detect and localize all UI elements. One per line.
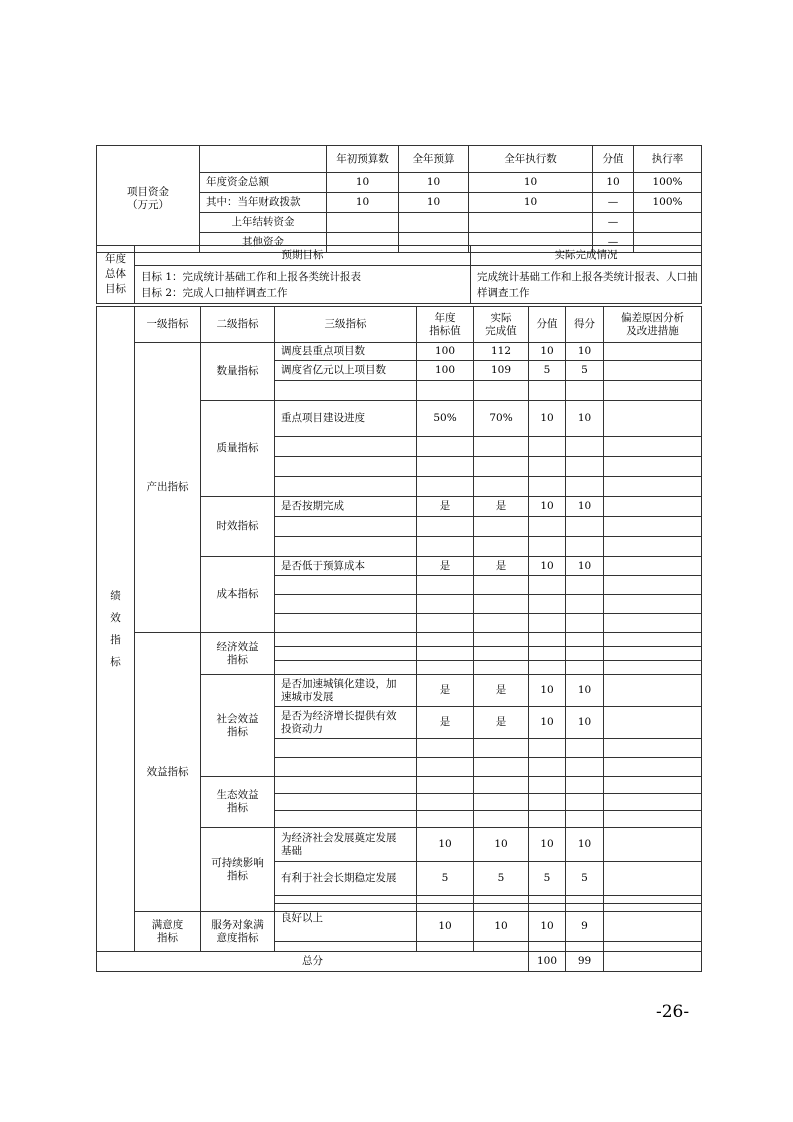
score: 5 bbox=[566, 361, 604, 381]
score: 10 bbox=[566, 675, 604, 707]
score-value: 10 bbox=[529, 912, 566, 942]
indicator-name: 是否按期完成 bbox=[275, 497, 417, 517]
analysis-cell bbox=[604, 862, 702, 896]
empty-cell bbox=[529, 758, 566, 777]
empty-cell bbox=[474, 942, 529, 952]
header-line: 指标值 bbox=[429, 324, 461, 337]
empty-cell bbox=[275, 595, 417, 614]
empty-cell bbox=[275, 381, 417, 401]
indicator-row bbox=[97, 343, 702, 361]
empty-row bbox=[97, 633, 702, 647]
funds-row-label: 年度资金总额 bbox=[200, 173, 327, 193]
indicator-name bbox=[275, 707, 417, 739]
empty-cell bbox=[275, 942, 417, 952]
indicator-name: 有利于社会长期稳定发展 bbox=[275, 862, 417, 896]
header-line: 及改进措施 bbox=[626, 324, 679, 337]
empty-cell bbox=[474, 739, 529, 758]
empty-cell bbox=[275, 661, 417, 675]
empty-cell bbox=[566, 576, 604, 595]
target-value: 100 bbox=[417, 361, 474, 381]
funds-cell: 10 bbox=[399, 193, 469, 213]
funds-cell bbox=[327, 213, 399, 233]
score: 10 bbox=[566, 707, 604, 739]
empty-cell bbox=[529, 477, 566, 497]
empty-cell bbox=[417, 661, 474, 675]
empty-cell bbox=[474, 437, 529, 457]
project-funds-table bbox=[96, 145, 702, 253]
actual-value: 是 bbox=[474, 707, 529, 739]
empty-cell bbox=[474, 896, 529, 904]
header-score-value: 分值 bbox=[529, 307, 566, 343]
empty-cell bbox=[566, 614, 604, 633]
goals-row-label-line: 目标 bbox=[105, 283, 126, 295]
funds-cell: — bbox=[593, 193, 634, 213]
empty-cell bbox=[529, 794, 566, 811]
indicator-name bbox=[275, 828, 417, 862]
expected-goals-cell bbox=[135, 266, 471, 304]
empty-cell bbox=[604, 633, 702, 647]
empty-cell bbox=[566, 904, 604, 912]
empty-cell bbox=[604, 942, 702, 952]
side-char: 指 bbox=[110, 634, 121, 646]
empty-cell bbox=[566, 811, 604, 828]
empty-cell bbox=[566, 942, 604, 952]
funds-cell: 10 bbox=[469, 173, 593, 193]
empty-cell bbox=[275, 537, 417, 557]
analysis-cell bbox=[604, 675, 702, 707]
empty-cell bbox=[275, 794, 417, 811]
empty-cell bbox=[604, 904, 702, 912]
actual-value: 112 bbox=[474, 343, 529, 361]
empty-cell bbox=[275, 457, 417, 477]
goals-header-row bbox=[97, 246, 702, 266]
empty-cell bbox=[474, 794, 529, 811]
empty-cell bbox=[529, 537, 566, 557]
goal-item: 目标 1：完成统计基础工作和上报各类统计报表 bbox=[141, 270, 362, 283]
empty-cell bbox=[275, 777, 417, 794]
funds-header: 分值 bbox=[593, 146, 634, 173]
score-value: 5 bbox=[529, 361, 566, 381]
label-line: 指标 bbox=[227, 869, 248, 882]
funds-title: 项目资金 bbox=[127, 186, 169, 198]
empty-cell bbox=[474, 614, 529, 633]
empty-cell bbox=[566, 758, 604, 777]
ecological-benefit-label bbox=[201, 777, 275, 828]
score: 9 bbox=[566, 912, 604, 942]
label-line: 意度指标 bbox=[216, 931, 259, 944]
target-value: 10 bbox=[417, 912, 474, 942]
actual-value: 是 bbox=[474, 557, 529, 576]
funds-header-row bbox=[97, 146, 702, 173]
target-value: 100 bbox=[417, 343, 474, 361]
empty-cell bbox=[417, 777, 474, 794]
empty-cell bbox=[417, 904, 474, 912]
score-value: 10 bbox=[529, 401, 566, 437]
analysis-cell bbox=[604, 401, 702, 437]
empty-cell bbox=[275, 811, 417, 828]
funds-cell: 100% bbox=[634, 193, 702, 213]
empty-cell bbox=[604, 517, 702, 537]
empty-cell bbox=[566, 437, 604, 457]
actual-value: 是 bbox=[474, 497, 529, 517]
funds-cell bbox=[399, 213, 469, 233]
empty-cell bbox=[275, 739, 417, 758]
empty-cell bbox=[474, 576, 529, 595]
sustainable-impact-label bbox=[201, 828, 275, 912]
header-analysis bbox=[604, 307, 702, 343]
empty-cell bbox=[604, 811, 702, 828]
empty-cell bbox=[474, 647, 529, 661]
funds-row-label: 其中：当年财政拨款 bbox=[200, 193, 327, 213]
target-value: 5 bbox=[417, 862, 474, 896]
header-line: 实际 bbox=[490, 311, 512, 324]
empty-cell bbox=[417, 576, 474, 595]
total-score-value: 100 bbox=[529, 952, 566, 972]
empty-cell bbox=[566, 896, 604, 904]
empty-cell bbox=[275, 904, 417, 912]
empty-cell bbox=[417, 457, 474, 477]
empty-cell bbox=[566, 739, 604, 758]
empty-cell bbox=[474, 595, 529, 614]
funds-cell: 10 bbox=[327, 193, 399, 213]
empty-cell bbox=[275, 647, 417, 661]
side-char: 效 bbox=[110, 612, 121, 624]
expected-goal-header: 预期目标 bbox=[135, 246, 471, 266]
empty-cell bbox=[529, 614, 566, 633]
target-value: 50% bbox=[417, 401, 474, 437]
empty-cell bbox=[604, 614, 702, 633]
actual-value: 是 bbox=[474, 675, 529, 707]
output-indicator-label: 产出指标 bbox=[135, 343, 201, 633]
funds-cell: 10 bbox=[593, 173, 634, 193]
funds-header: 全年执行数 bbox=[469, 146, 593, 173]
header-target bbox=[417, 307, 474, 343]
empty-cell bbox=[604, 777, 702, 794]
empty-cell bbox=[417, 896, 474, 904]
empty-cell bbox=[529, 595, 566, 614]
analysis-cell bbox=[604, 361, 702, 381]
empty-cell bbox=[604, 477, 702, 497]
empty-cell bbox=[417, 595, 474, 614]
indicator-name: 良好以上 bbox=[275, 912, 417, 942]
empty-cell bbox=[566, 537, 604, 557]
goals-row-label-line: 总体 bbox=[105, 268, 126, 280]
empty-cell bbox=[474, 537, 529, 557]
empty-cell bbox=[417, 647, 474, 661]
analysis-cell bbox=[604, 828, 702, 862]
empty-cell bbox=[474, 381, 529, 401]
goals-row-label-line: 年度 bbox=[105, 253, 126, 265]
target-value: 是 bbox=[417, 557, 474, 576]
header-line: 年度 bbox=[434, 311, 456, 324]
perf-header-row bbox=[97, 307, 702, 343]
empty-cell bbox=[566, 661, 604, 675]
empty-cell bbox=[604, 758, 702, 777]
perf-side-label bbox=[97, 307, 135, 952]
empty-cell bbox=[417, 942, 474, 952]
side-char: 绩 bbox=[110, 590, 121, 602]
service-satisfaction-label bbox=[201, 912, 275, 952]
empty-cell bbox=[566, 381, 604, 401]
empty-cell bbox=[417, 794, 474, 811]
empty-cell bbox=[474, 517, 529, 537]
social-benefit-label bbox=[201, 675, 275, 777]
empty-cell bbox=[529, 517, 566, 537]
target-value: 10 bbox=[417, 828, 474, 862]
funds-title-cell bbox=[97, 146, 200, 253]
label-line: 服务对象满 bbox=[211, 918, 264, 931]
empty-cell bbox=[275, 614, 417, 633]
overall-goals-table bbox=[96, 245, 702, 304]
empty-cell bbox=[275, 633, 417, 647]
analysis-cell bbox=[604, 497, 702, 517]
score-value: 5 bbox=[529, 862, 566, 896]
benefit-indicator-label: 效益指标 bbox=[135, 633, 201, 912]
empty-cell bbox=[474, 457, 529, 477]
empty-cell bbox=[604, 595, 702, 614]
analysis-cell bbox=[604, 557, 702, 576]
empty-cell bbox=[604, 537, 702, 557]
funds-cell: 10 bbox=[327, 173, 399, 193]
funds-cell bbox=[469, 213, 593, 233]
indicator-name: 调度县重点项目数 bbox=[275, 343, 417, 361]
funds-row-label: 其他资金 bbox=[200, 233, 327, 253]
score-value: 10 bbox=[529, 343, 566, 361]
score: 10 bbox=[566, 497, 604, 517]
cost-indicator-label: 成本指标 bbox=[201, 557, 275, 633]
indicator-name: 是否低于预算成本 bbox=[275, 557, 417, 576]
page-number: -26- bbox=[656, 1002, 690, 1022]
empty-cell bbox=[566, 777, 604, 794]
score: 10 bbox=[566, 343, 604, 361]
empty-cell bbox=[529, 633, 566, 647]
empty-cell bbox=[529, 661, 566, 675]
indicator-line: 基础 bbox=[281, 844, 302, 857]
indicator-line: 为经济社会发展奠定发展 bbox=[281, 831, 397, 844]
score: 5 bbox=[566, 862, 604, 896]
empty-cell bbox=[474, 777, 529, 794]
empty-cell bbox=[417, 614, 474, 633]
empty-cell bbox=[566, 517, 604, 537]
empty-cell bbox=[529, 381, 566, 401]
score: 10 bbox=[566, 557, 604, 576]
actual-completion-text: 完成统计基础工作和上报各类统计报表、人口抽样调查工作 bbox=[471, 266, 702, 304]
indicator-name: 重点项目建设进度 bbox=[275, 401, 417, 437]
actual-value: 10 bbox=[474, 828, 529, 862]
empty-cell bbox=[275, 758, 417, 777]
empty-cell bbox=[275, 896, 417, 904]
empty-cell bbox=[529, 457, 566, 477]
empty-cell bbox=[529, 437, 566, 457]
funds-cell: 100% bbox=[634, 173, 702, 193]
score-value: 10 bbox=[529, 707, 566, 739]
header-line: 完成值 bbox=[485, 324, 517, 337]
empty-cell bbox=[604, 661, 702, 675]
label-line: 社会效益 bbox=[216, 712, 259, 725]
empty-cell bbox=[566, 457, 604, 477]
empty-cell bbox=[604, 457, 702, 477]
header-score: 得分 bbox=[566, 307, 604, 343]
indicator-name bbox=[275, 675, 417, 707]
indicator-name: 调度省亿元以上项目数 bbox=[275, 361, 417, 381]
empty-cell bbox=[417, 437, 474, 457]
label-line: 指标 bbox=[227, 653, 248, 666]
label-line: 可持续影响 bbox=[211, 856, 264, 869]
empty-cell bbox=[604, 794, 702, 811]
empty-cell bbox=[275, 576, 417, 595]
empty-cell bbox=[474, 477, 529, 497]
empty-cell bbox=[417, 633, 474, 647]
funds-row-label: 上年结转资金 bbox=[200, 213, 327, 233]
empty-cell bbox=[566, 595, 604, 614]
empty-cell bbox=[417, 811, 474, 828]
label-line: 指标 bbox=[227, 725, 248, 738]
funds-cell bbox=[634, 213, 702, 233]
empty-cell bbox=[604, 896, 702, 904]
empty-cell bbox=[474, 758, 529, 777]
quality-indicator-label: 质量指标 bbox=[201, 401, 275, 497]
empty-cell bbox=[529, 647, 566, 661]
empty-cell bbox=[275, 477, 417, 497]
label-line: 满意度 bbox=[151, 918, 184, 931]
label-line: 指标 bbox=[157, 931, 178, 944]
empty-cell bbox=[275, 517, 417, 537]
label-line: 经济效益 bbox=[216, 640, 259, 653]
empty-cell bbox=[417, 477, 474, 497]
indicator-line: 是否为经济增长提供有效 bbox=[281, 709, 397, 722]
empty-cell bbox=[417, 381, 474, 401]
score-value: 10 bbox=[529, 497, 566, 517]
target-value: 是 bbox=[417, 675, 474, 707]
actual-completion-header: 实际完成情况 bbox=[471, 246, 702, 266]
funds-cell: 10 bbox=[399, 173, 469, 193]
goals-content-row bbox=[97, 266, 702, 304]
header-actual bbox=[474, 307, 529, 343]
side-char: 标 bbox=[110, 656, 121, 668]
empty-cell bbox=[566, 633, 604, 647]
target-value: 是 bbox=[417, 707, 474, 739]
empty-cell bbox=[417, 537, 474, 557]
empty-cell bbox=[417, 739, 474, 758]
indicator-line: 投资动力 bbox=[281, 722, 323, 735]
empty-cell bbox=[529, 739, 566, 758]
funds-unit: （万元） bbox=[127, 199, 169, 211]
actual-value: 5 bbox=[474, 862, 529, 896]
empty-cell bbox=[604, 437, 702, 457]
quantity-indicator-label: 数量指标 bbox=[201, 343, 275, 401]
target-value: 是 bbox=[417, 497, 474, 517]
actual-value: 10 bbox=[474, 912, 529, 942]
total-label: 总分 bbox=[97, 952, 529, 972]
empty-cell bbox=[474, 904, 529, 912]
score-value: 10 bbox=[529, 675, 566, 707]
actual-value: 109 bbox=[474, 361, 529, 381]
analysis-cell bbox=[604, 952, 702, 972]
total-score: 99 bbox=[566, 952, 604, 972]
header-level2: 二级指标 bbox=[201, 307, 275, 343]
empty-cell bbox=[474, 661, 529, 675]
empty-cell bbox=[529, 576, 566, 595]
funds-cell: 10 bbox=[469, 193, 593, 213]
label-line: 生态效益 bbox=[216, 789, 259, 801]
funds-cell: — bbox=[593, 233, 634, 253]
empty-cell bbox=[604, 647, 702, 661]
empty-cell bbox=[604, 381, 702, 401]
empty-cell bbox=[474, 633, 529, 647]
goals-row-label bbox=[97, 246, 135, 304]
empty-cell bbox=[529, 896, 566, 904]
goal-item: 目标 2：完成人口抽样调查工作 bbox=[141, 286, 288, 299]
score-value: 10 bbox=[529, 557, 566, 576]
empty-cell bbox=[566, 647, 604, 661]
empty-cell bbox=[604, 739, 702, 758]
indicator-row bbox=[97, 912, 702, 942]
analysis-cell bbox=[604, 912, 702, 942]
score: 10 bbox=[566, 828, 604, 862]
empty-cell bbox=[474, 811, 529, 828]
empty-cell bbox=[604, 576, 702, 595]
score-value: 10 bbox=[529, 828, 566, 862]
funds-header: 执行率 bbox=[634, 146, 702, 173]
performance-indicators-table bbox=[96, 306, 702, 972]
empty-cell bbox=[275, 437, 417, 457]
actual-value: 70% bbox=[474, 401, 529, 437]
analysis-cell bbox=[604, 707, 702, 739]
empty-cell bbox=[566, 477, 604, 497]
score: 10 bbox=[566, 401, 604, 437]
header-line: 偏差原因分析 bbox=[621, 311, 684, 324]
timeliness-indicator-label: 时效指标 bbox=[201, 497, 275, 557]
header-level3: 三级指标 bbox=[275, 307, 417, 343]
analysis-cell bbox=[604, 343, 702, 361]
funds-header: 年初预算数 bbox=[327, 146, 399, 173]
label-line: 指标 bbox=[227, 802, 248, 814]
satisfaction-indicator-label bbox=[135, 912, 201, 952]
header-level1: 一级指标 bbox=[135, 307, 201, 343]
funds-header: 全年预算 bbox=[399, 146, 469, 173]
indicator-line: 是否加速城镇化建设，加 bbox=[281, 677, 397, 690]
economic-benefit-label bbox=[201, 633, 275, 675]
empty-cell bbox=[529, 942, 566, 952]
funds-corner bbox=[200, 146, 327, 173]
empty-cell bbox=[566, 794, 604, 811]
empty-cell bbox=[529, 811, 566, 828]
empty-cell bbox=[529, 904, 566, 912]
total-row bbox=[97, 952, 702, 972]
empty-cell bbox=[417, 758, 474, 777]
indicator-line: 速城市发展 bbox=[281, 690, 334, 703]
funds-cell: — bbox=[593, 213, 634, 233]
empty-cell bbox=[529, 777, 566, 794]
empty-cell bbox=[417, 517, 474, 537]
